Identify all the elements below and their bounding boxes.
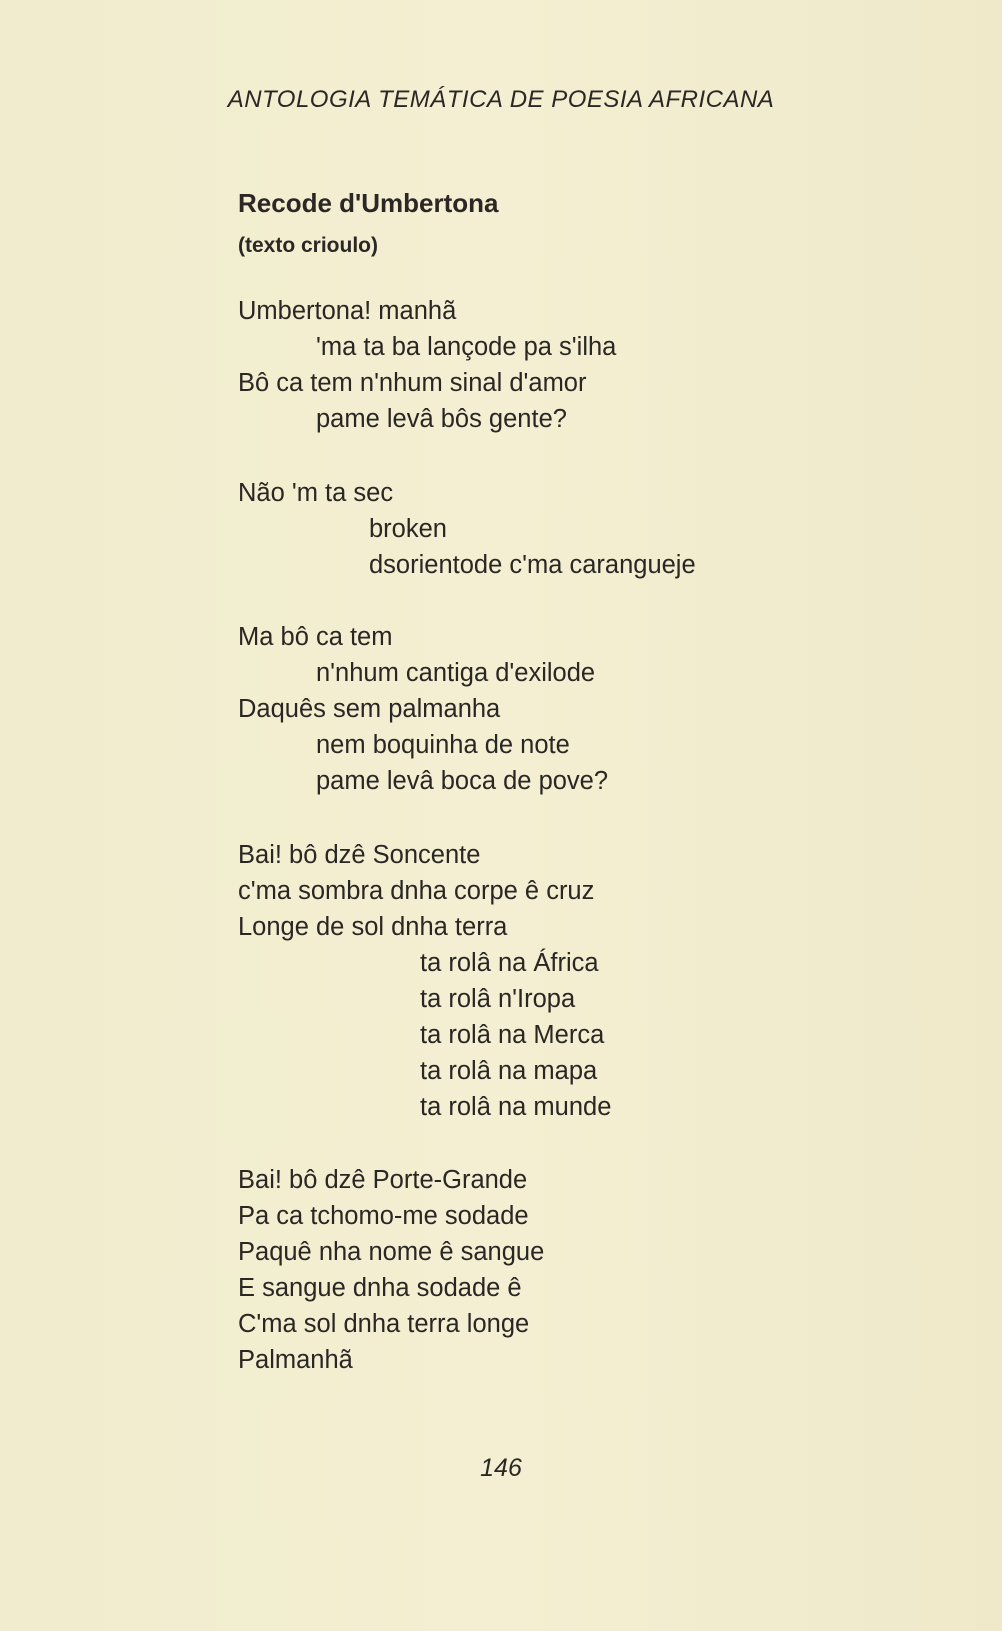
poem-line: E sangue dnha sodade ê: [238, 1274, 522, 1302]
running-head: ANTOLOGIA TEMÁTICA DE POESIA AFRICANA: [227, 86, 775, 113]
poem-line: Bô ca tem n'nhum sinal d'amor: [238, 369, 587, 397]
poem-line: Daquês sem palmanha: [238, 695, 501, 723]
poem-line: nem boquinha de note: [316, 731, 570, 759]
poem-line: c'ma sombra dnha corpe ê cruz: [238, 877, 595, 905]
poem-line: Bai! bô dzê Porte-Grande: [238, 1166, 528, 1194]
poem-line: Palmanhã: [238, 1346, 353, 1374]
poem-line: Longe de sol dnha terra: [238, 913, 508, 941]
poem-line: ta rolâ na Merca: [420, 1021, 605, 1049]
poem-line: Paquê nha nome ê sangue: [238, 1238, 545, 1266]
poem-line: ta rolâ na África: [420, 949, 599, 977]
poem-line: pame levâ boca de pove?: [316, 767, 609, 795]
poem-line: Umbertona! manhã: [238, 297, 457, 325]
poem-title: Recode d'Umbertona: [238, 188, 499, 218]
poem-line: ta rolâ na munde: [420, 1093, 612, 1121]
poem-line: n'nhum cantiga d'exilode: [316, 659, 596, 687]
poem-subtitle: (texto crioulo): [238, 234, 378, 257]
poem-line: broken: [369, 515, 447, 543]
poem-line: Ma bô ca tem: [238, 623, 393, 651]
poem-line: Não 'm ta sec: [238, 479, 394, 507]
page-number: 146: [480, 1454, 522, 1482]
poem-line: C'ma sol dnha terra longe: [238, 1310, 530, 1338]
poem-line: Bai! bô dzê Soncente: [238, 841, 481, 869]
poem-line: ta rolâ n'Iropa: [420, 985, 576, 1013]
poem-line: 'ma ta ba lançode pa s'ilha: [316, 333, 617, 361]
poem-line: Pa ca tchomo-me sodade: [238, 1202, 529, 1230]
poem-line: ta rolâ na mapa: [420, 1057, 598, 1085]
poem-line: pame levâ bôs gente?: [316, 405, 567, 433]
poem-line: dsorientode c'ma carangueje: [369, 551, 696, 579]
